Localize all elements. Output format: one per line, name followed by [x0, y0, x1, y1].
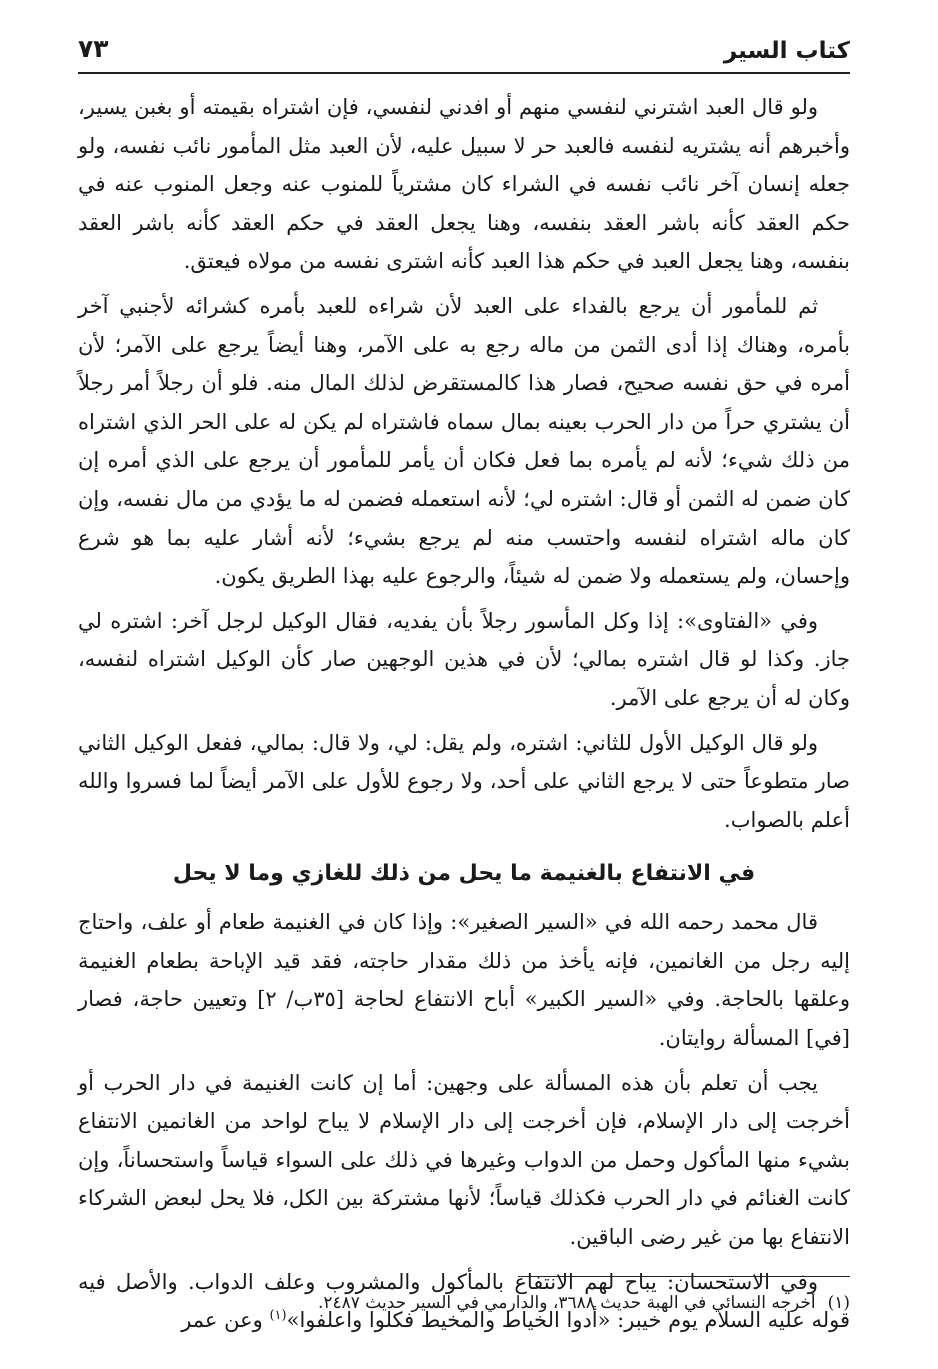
- footnote-reference[interactable]: (١): [269, 1308, 287, 1324]
- page-number: ٧٣: [78, 34, 109, 63]
- section-paragraph-3-tail: وعن عمر: [181, 1308, 270, 1333]
- page-body: [78, 88, 850, 1346]
- paragraph-1: ولو قال العبد اشترني لنفسي منهم أو افدني لنفسي، فإن اشتراه بقيمته أو بغبن يسير، وأخبرهم أنه يشتريه لنفسه فالعبد حر لا سبيل عليه، لأن العبد مثل المأمور نائب نفسه، ولو جعله إنسان آخر نائب نفسه في الشراء كان مشترياً للمنوب عنه وجعل المنوب عنه في حكم العقد كأنه باشر العقد بنفسه، وهنا يجعل العقد في حكم العقد كأنه باشر العقد بنفسه، وهنا يجعل العبد في حكم هذا العبد كأنه اشترى نفسه من مولاه فيعتق.: [78, 95, 851, 274]
- paragraph-4: ولو قال الوكيل الأول للثاني: اشتره، ولم يقل: لي، ولا قال: بمالي، ففعل الوكيل الثاني صار متطوعاً حتى لا يرجع الثاني على أحد، ولا رجوع للأول على الآمر أيضاً لما فسروا والله أعلم بالصواب.: [78, 730, 850, 832]
- footnote-divider: [518, 1276, 850, 1277]
- section-heading: في الانتفاع بالغنيمة ما يحل من ذلك للغازي وما لا يحل: [172, 861, 756, 887]
- section-paragraph-1: قال محمد رحمه الله في «السير الصغير»: وإذا كان في الغنيمة طعام أو علف، واحتاج إليه رجل من الغانمين، فإنه يأخذ من ذلك مقدار حاجته، فقد قيد الإباحة بطعام الغنيمة وعلقها بالحاجة. وفي «السير الكبير» أباح الانتفاع لحاجة [٣٥ب/ ٢] وتعيين حاجة، فصار [في] المسألة روايتان.: [78, 910, 850, 1051]
- section-paragraph-3-text: وفي الاستحسان: يباح لهم الانتفاع بالمأكول والمشروب وعلف الدواب. والأصل فيه قوله عليه السلام يوم خيبر: «أدوا الخياط والمخيط فكلوا واعلفوا»: [78, 1269, 850, 1333]
- book-title: كتاب السير: [723, 38, 850, 64]
- footnote-number: (١): [827, 1293, 850, 1313]
- running-header: [78, 30, 850, 74]
- paragraph-3: وفي «الفتاوى»: إذا وكل المأسور رجلاً بأن يفديه، فقال الوكيل لرجل آخر: اشتره لي جاز. وكذا لو قال اشتره بمالي؛ لأن في هذين الوجهين صار كأن الوكيل اشتراه لنفسه، وكان له أن يرجع على الآمر.: [78, 608, 850, 710]
- paragraph-2: ثم للمأمور أن يرجع بالفداء على العبد لأن شراءه للعبد بأمره كشرائه لأجنبي آخر بأمره، وهناك إذا أدى الثمن من ماله رجع به على الآمر، وهنا أيضاً يرجع على الآمر؛ لأن أمره في حق نفسه صحيح، فصار هذا كالمستقرض لذلك المال منه. فلو أن رجلاً أمر رجلاً أن يشتري حراً من دار الحرب بعينه بمال سماه فاشتراه لم يكن له على الحر الذي اشتراه من ذلك شيء؛ لأنه لم يأمره بما فعل فكان أن يأمر للمأمور أن يرجع على الذي أمره إن كان ضمن له الثمن أو قال: اشتره لي؛ لأنه استعمله فضمن له ما يؤدي من مال نفسه، وإن كان ماله اشتراه لنفسه واحتسب منه لم يرجع بشيء؛ لأنه أشار عليه بما هو شرع وإحسان، ولم يستعمله ولا ضمن له شيئاً، والرجوع عليه بهذا الطريق يكون.: [78, 293, 850, 589]
- footnote-text: أخرجه النسائي في الهبة حديث ٣٦٨٨، والدارمي في السير حديث ٢٤٨٧.: [317, 1293, 816, 1313]
- book-page: [78, 30, 850, 1350]
- footnote: [78, 1288, 850, 1318]
- section-paragraph-2: يجب أن تعلم بأن هذه المسألة على وجهين: أما إن كانت الغنيمة في دار الحرب أو أخرجت إلى دار الإسلام، فإن أخرجت إلى دار الإسلام لا يباح لواحد من الغانمين الانتفاع بشيء منها المأكول وحمل من الدواب وغيرها في ذلك على السواء قياساً واستحساناً، وإن كانت الغنائم في دار الحرب فكذلك قياساً؛ لأنها مشتركة بين الكل، فلا يحل لبعض الشركاء الانتفاع بها من غير رضى الباقين.: [78, 1070, 850, 1250]
